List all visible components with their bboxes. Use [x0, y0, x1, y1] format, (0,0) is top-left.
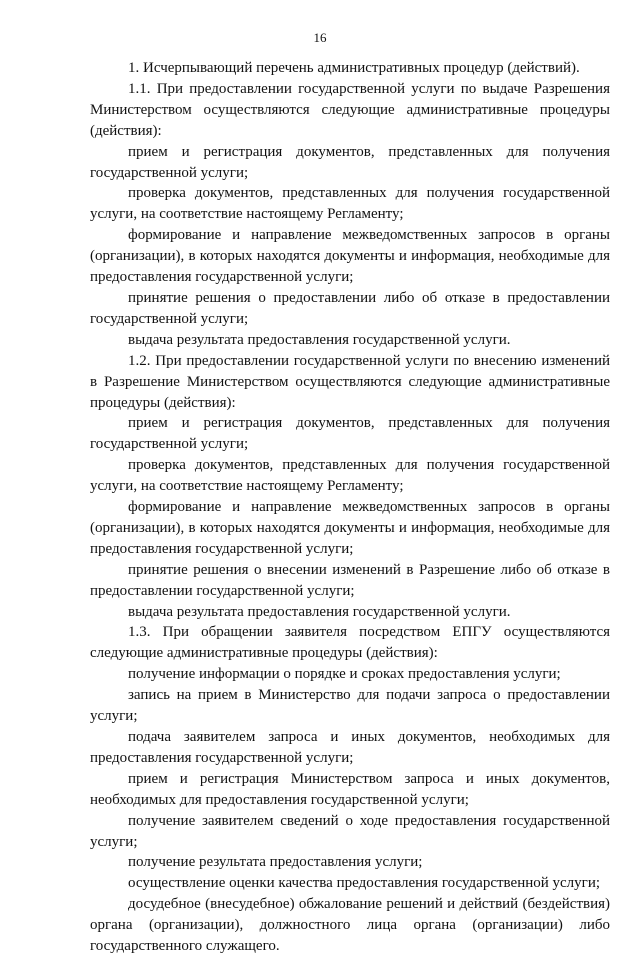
list-item: досудебное (внесудебное) обжалование решений и действий (бездействия) органа (организации), должностного лица органа (организации) либо государственного служащего.	[90, 896, 610, 955]
list-item: прием и регистрация документов, представленных для получения государственной услуги;	[90, 143, 610, 181]
list-item: формирование и направление межведомственных запросов в органы (организации), в которых находятся документы и информация, необходимые для предоставления государственной услуги;	[90, 499, 610, 557]
list-item: принятие решения о внесении изменений в Разрешение либо об отказе в предоставлении государственной услуги;	[90, 561, 610, 599]
subsection-1-2-intro: 1.2. При предоставлении государственной услуги по внесению изменений в Разрешение Министерством осуществляются следующие административные процедуры (действия):	[90, 352, 610, 411]
subsection-1-3-intro: 1.3. При обращении заявителя посредством ЕПГУ осуществляются следующие административные процедуры (действия):	[90, 624, 610, 662]
document-body	[90, 58, 610, 957]
list-item: получение результата предоставления услуги;	[128, 854, 423, 871]
list-item: подача заявителем запроса и иных документов, необходимых для предоставления государственной услуги;	[90, 729, 610, 766]
list-item: запись на прием в Министерство для подачи запроса о предоставлении услуги;	[90, 687, 610, 725]
subsection-1-1-intro: 1.1. При предоставлении государственной услуги по выдаче Разрешения Министерством осуществляются следующие административные процедуры (действия):	[90, 80, 610, 139]
list-item: формирование и направление межведомственных запросов в органы (организации), в которых находятся документы и информация, необходимые для предоставления государственной услуги;	[90, 227, 610, 286]
list-item: осуществление оценки качества предоставления государственной услуги;	[128, 875, 601, 892]
list-item: прием и регистрация Министерством запроса и иных документов, необходимых для предоставления государственной услуги;	[90, 770, 610, 808]
list-item: выдача результата предоставления государственной услуги.	[128, 331, 511, 348]
page-number: 16	[313, 30, 327, 45]
list-item: получение заявителем сведений о ходе предоставления государственной услуги;	[90, 812, 610, 850]
list-item: проверка документов, представленных для получения государственной услуги, на соответствие настоящему Регламенту;	[90, 185, 610, 223]
section-heading: 1. Исчерпывающий перечень административных процедур (действий).	[128, 60, 580, 76]
list-item: проверка документов, представленных для получения государственной услуги, на соответствие настоящему Регламенту;	[90, 457, 610, 495]
list-item: получение информации о порядке и сроках предоставления услуги;	[128, 666, 561, 683]
list-item: выдача результата предоставления государственной услуги.	[128, 603, 511, 620]
list-item: прием и регистрация документов, представленных для получения государственной услуги;	[90, 415, 610, 453]
list-item: принятие решения о предоставлении либо об отказе в предоставлении государственной услуги;	[90, 289, 610, 327]
